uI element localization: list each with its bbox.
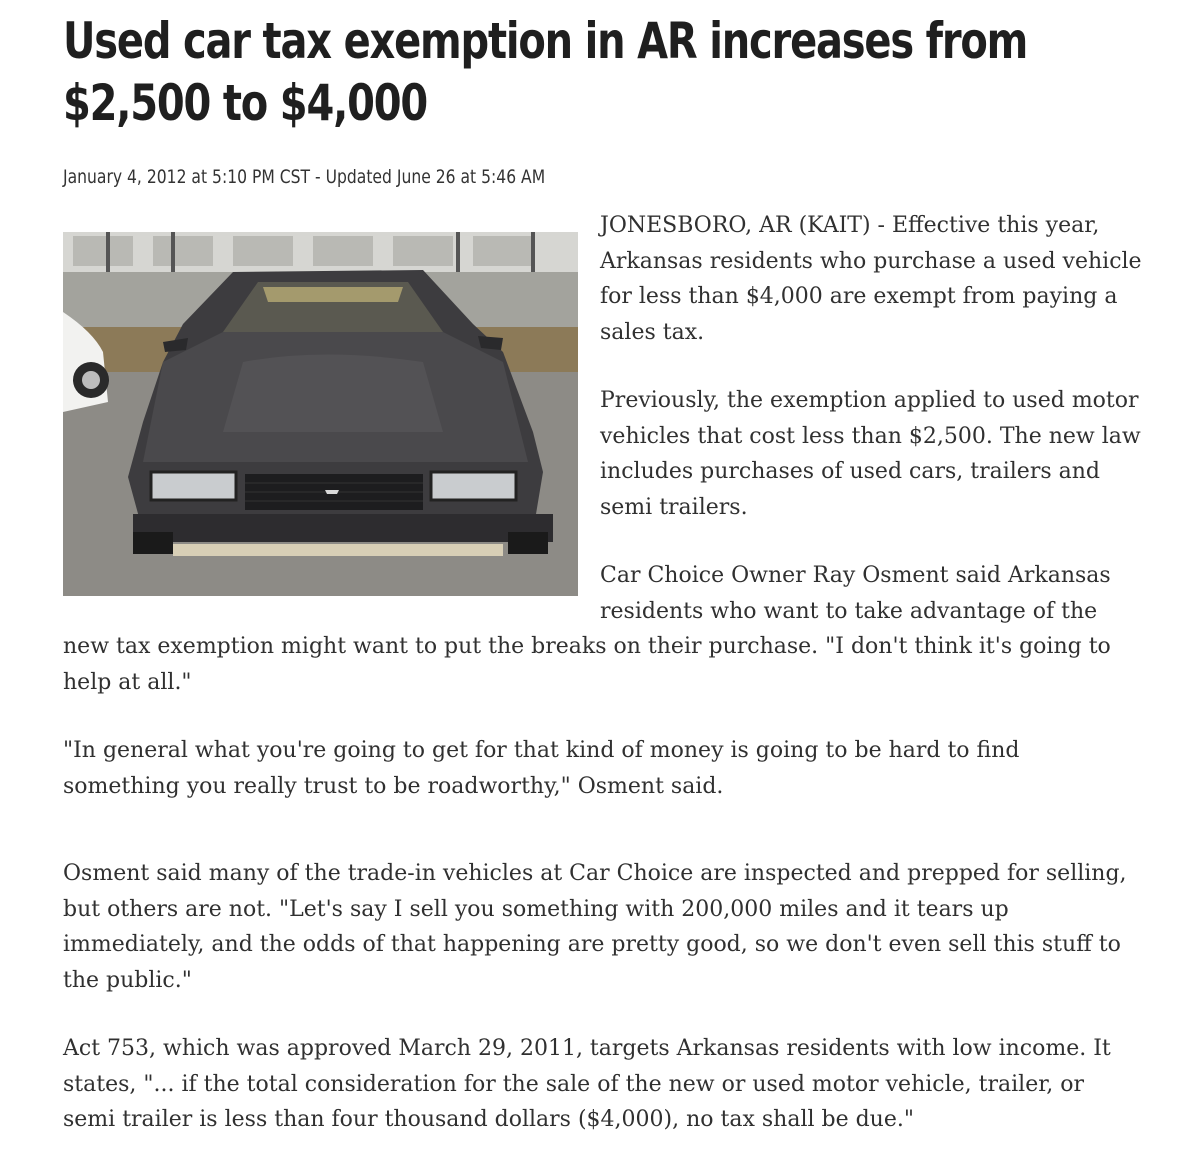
paragraph: Car Choice Owner Ray Osment said Arkansas residents who want to take advantage of the new tax exemption might want to put the breaks on their purchase. "I don't think it's going to help at all." (63, 563, 1111, 695)
article-photo (63, 232, 578, 596)
paragraph: Previously, the exemption applied to used motor vehicles that cost less than $2,500. The new law includes purchases of used cars, trailers and semi trailers. (600, 388, 1141, 520)
paragraph: JONESBORO, AR (KAIT) - Effective this year, Arkansas residents who purchase a used vehicle for less than $4,000 are exempt from paying a sales tax. (600, 213, 1142, 345)
article (63, 0, 1143, 1132)
headline: Used car tax exemption in AR increases from $2,500 to $4,000 (63, 12, 1028, 132)
paragraph: "In general what you're going to get for that kind of money is going to be hard to find something you really trust to be roadworthy," Osment said. (63, 738, 1020, 799)
dateline: January 4, 2012 at 5:10 PM CST - Updated June 26 at 5:46 AM (63, 166, 546, 188)
paragraph: Osment said many of the trade-in vehicles at Car Choice are inspected and prepped for selling, but others are not. "Let's say I sell you something with 200,000 miles and it tears up immediately, and the odds of that happening are pretty good, so we don't even sell this stuff to the public." (63, 861, 1127, 993)
article-body (63, 208, 1143, 1171)
paragraph: Act 753, which was approved March 29, 2011, targets Arkansas residents with low income. It states, "... if the total consideration for the sale of the new or used motor vehicle, trailer, or semi trailer is less than four thousand dollars ($4,000), no tax shall be due." (63, 1036, 1111, 1132)
